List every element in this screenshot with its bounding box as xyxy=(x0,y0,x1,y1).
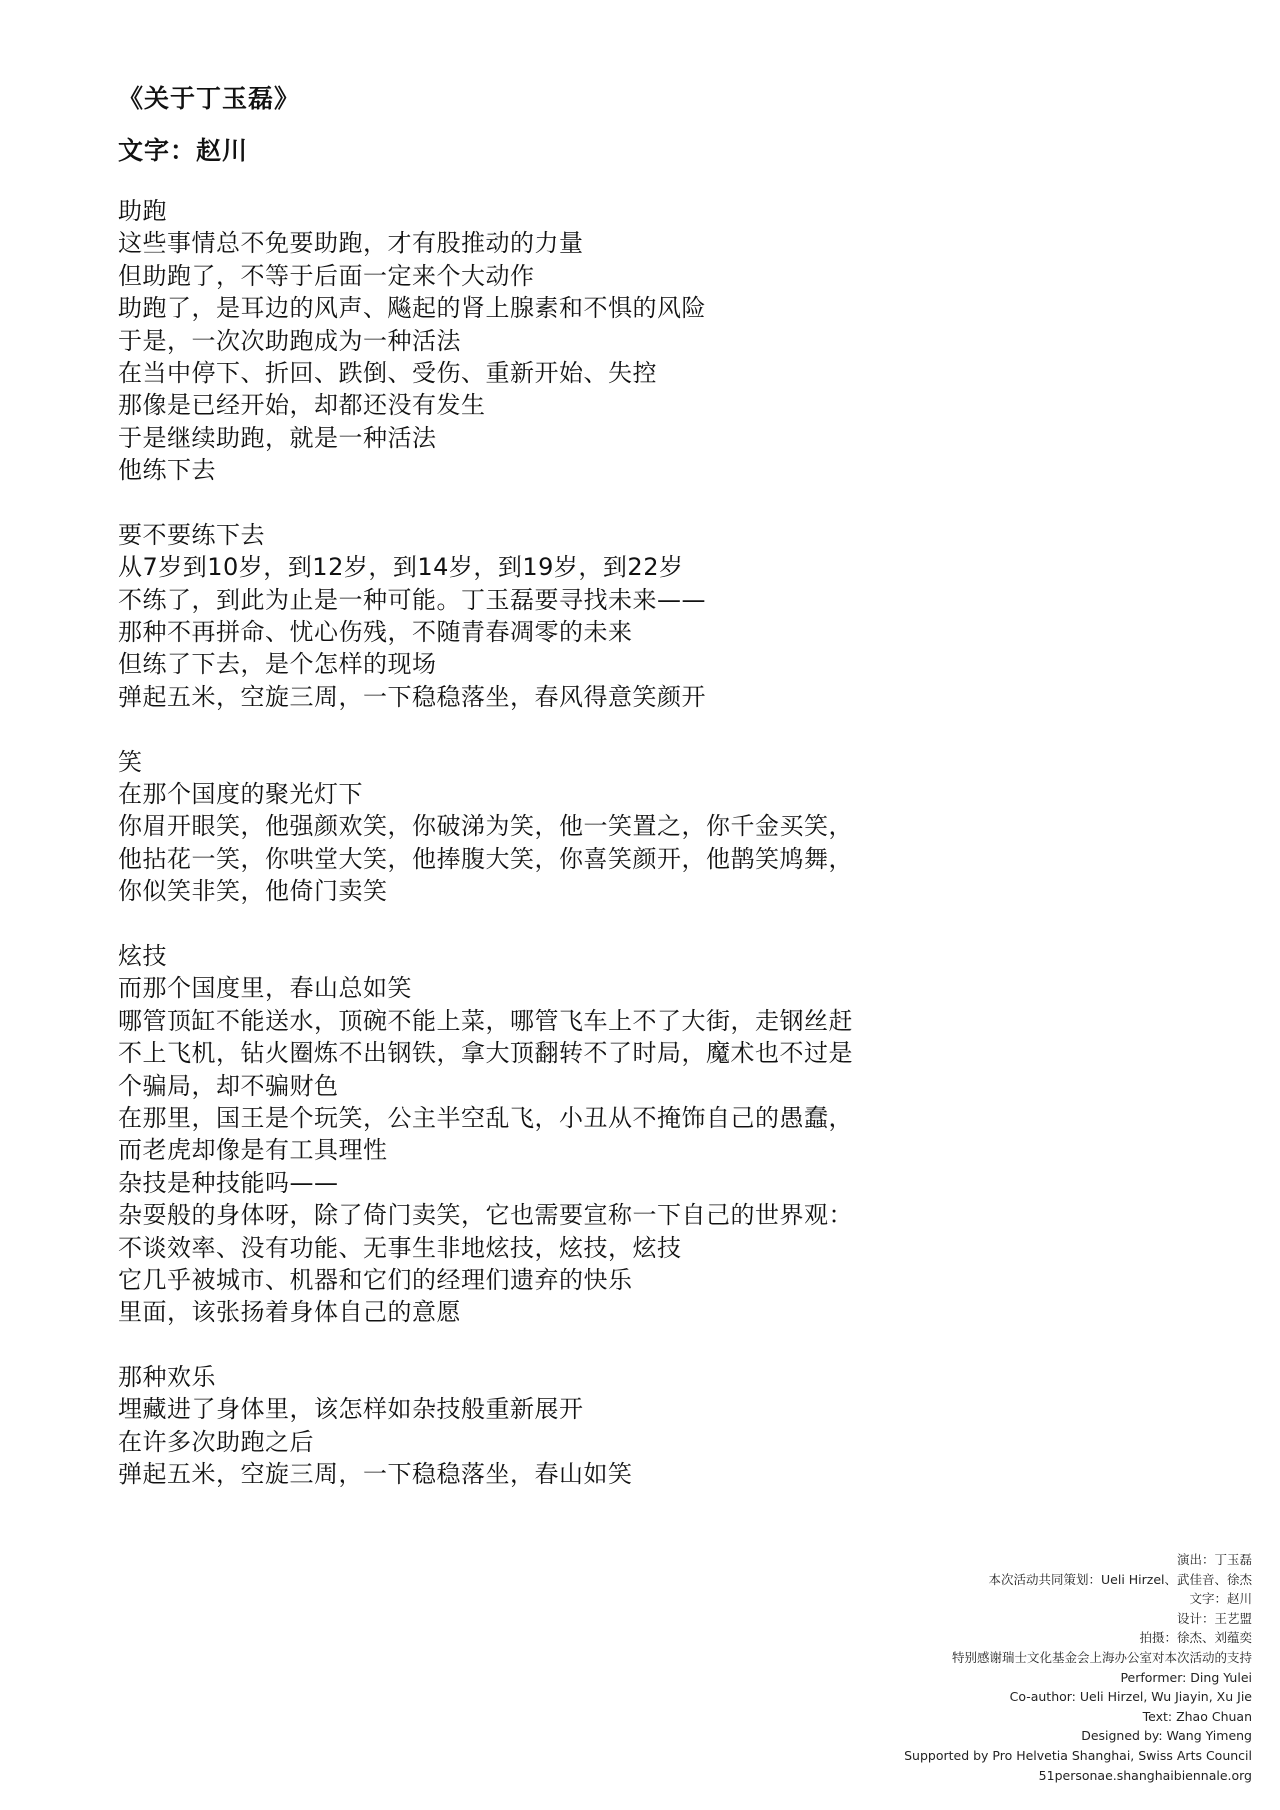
credit-line: 本次活动共同策划：Ueli Hirzel、武佳音、徐杰 xyxy=(988,1571,1252,1587)
document-byline: 文字：赵川 xyxy=(118,136,249,165)
poem-line: 在许多次助跑之后 xyxy=(118,1427,314,1456)
poem-line: 弹起五米，空旋三周，一下稳稳落坐，春山如笑 xyxy=(118,1460,633,1489)
poem-body xyxy=(118,195,1178,1523)
poem-line: 但助跑了，不等于后面一定来个大动作 xyxy=(118,261,535,290)
poem-line: 那像是已经开始，却都还没有发生 xyxy=(118,391,486,420)
credit-line: 拍摄：徐杰、刘蕴奕 xyxy=(1139,1630,1252,1646)
poem-line: 杂技是种技能吗—— xyxy=(118,1168,339,1197)
poem-line: 你眉开眼笑，他强颜欢笑，你破涕为笑，他一笑置之，你千金买笑， xyxy=(118,812,853,841)
poem-stanza xyxy=(118,940,1178,1329)
credit-line: 特别感谢瑞士文化基金会上海办公室对本次活动的支持 xyxy=(951,1649,1252,1665)
poem-stanza xyxy=(118,1361,1178,1491)
credit-line: Co-author: Ueli Hirzel, Wu Jiayin, Xu Jie xyxy=(1009,1689,1252,1705)
stanza-heading-line: 笑 xyxy=(118,747,143,776)
poem-line: 弹起五米，空旋三周，一下稳稳落坐，春风得意笑颜开 xyxy=(118,682,706,711)
poem-line: 杂耍般的身体呀，除了倚门卖笑，它也需要宣称一下自己的世界观： xyxy=(118,1201,853,1230)
poem-line: 在那里，国王是个玩笑，公主半空乱飞，小丑从不掩饰自己的愚蠢， xyxy=(118,1103,853,1132)
poem-line: 你似笑非笑，他倚门卖笑 xyxy=(118,877,388,906)
credit-line: Performer: Ding Yulei xyxy=(1120,1669,1252,1685)
credit-line: Text: Zhao Chuan xyxy=(1142,1708,1252,1724)
poem-line: 里面，该张扬着身体自己的意愿 xyxy=(118,1298,461,1327)
poem-line: 他练下去 xyxy=(118,456,216,485)
credit-line: 文字：赵川 xyxy=(1189,1591,1252,1607)
credit-line: 设计：王艺盟 xyxy=(1176,1610,1252,1626)
poem-line: 那种不再拼命、忧心伤残，不随青春凋零的未来 xyxy=(118,618,633,647)
poem-stanza xyxy=(118,195,1178,487)
poem-line: 这些事情总不免要助跑，才有股推动的力量 xyxy=(118,229,584,258)
credit-line: Supported by Pro Helvetia Shanghai, Swiss Arts Council xyxy=(904,1747,1252,1763)
poem-line: 于是继续助跑，就是一种活法 xyxy=(118,423,437,452)
credit-line: 演出：丁玉磊 xyxy=(1176,1552,1252,1567)
stanza-heading-line: 炫技 xyxy=(118,941,167,970)
poem-line: 在那个国度的聚光灯下 xyxy=(118,780,363,809)
poem-stanza xyxy=(118,519,1178,713)
poem-line: 而那个国度里，春山总如笑 xyxy=(118,974,412,1003)
credits-block xyxy=(904,1550,1252,1785)
poem-stanza xyxy=(118,746,1178,908)
poem-line: 助跑了，是耳边的风声、飚起的肾上腺素和不惧的风险 xyxy=(118,294,706,323)
poem-line: 不练了，到此为止是一种可能。丁玉磊要寻找未来—— xyxy=(118,585,706,614)
stanza-heading-line: 要不要练下去 xyxy=(118,520,265,549)
poem-line: 在当中停下、折回、跌倒、受伤、重新开始、失控 xyxy=(118,358,657,387)
poem-line: 它几乎被城市、机器和它们的经理们遗弃的快乐 xyxy=(118,1265,633,1294)
poem-line: 哪管顶缸不能送水，顶碗不能上菜，哪管飞车上不了大街，走钢丝赶 xyxy=(118,1006,853,1035)
stanza-heading-line: 那种欢乐 xyxy=(118,1363,216,1392)
poem-line: 从7岁到10岁，到12岁，到14岁，到19岁，到22岁 xyxy=(118,553,684,582)
poem-line: 但练了下去，是个怎样的现场 xyxy=(118,650,437,679)
poem-line: 于是，一次次助跑成为一种活法 xyxy=(118,326,461,355)
credit-line: Designed by: Wang Yimeng xyxy=(1081,1728,1252,1744)
document-title: 《关于丁玉磊》 xyxy=(118,84,301,113)
poem-line: 个骗局，却不骗财色 xyxy=(118,1071,339,1100)
poem-line: 不谈效率、没有功能、无事生非地炫技，炫技，炫技 xyxy=(118,1233,682,1262)
stanza-heading-line: 助跑 xyxy=(118,197,167,225)
poem-line: 埋藏进了身体里，该怎样如杂技般重新展开 xyxy=(118,1395,584,1424)
poem-line: 他拈花一笑，你哄堂大笑，他捧腹大笑，你喜笑颜开，他鹊笑鸠舞， xyxy=(118,844,853,873)
poem-line: 不上飞机，钻火圈炼不出钢铁，拿大顶翻转不了时局，魔术也不过是 xyxy=(118,1039,853,1068)
website-url: 51personae.shanghaibiennale.org xyxy=(1038,1767,1252,1783)
poem-line: 而老虎却像是有工具理性 xyxy=(118,1136,388,1165)
